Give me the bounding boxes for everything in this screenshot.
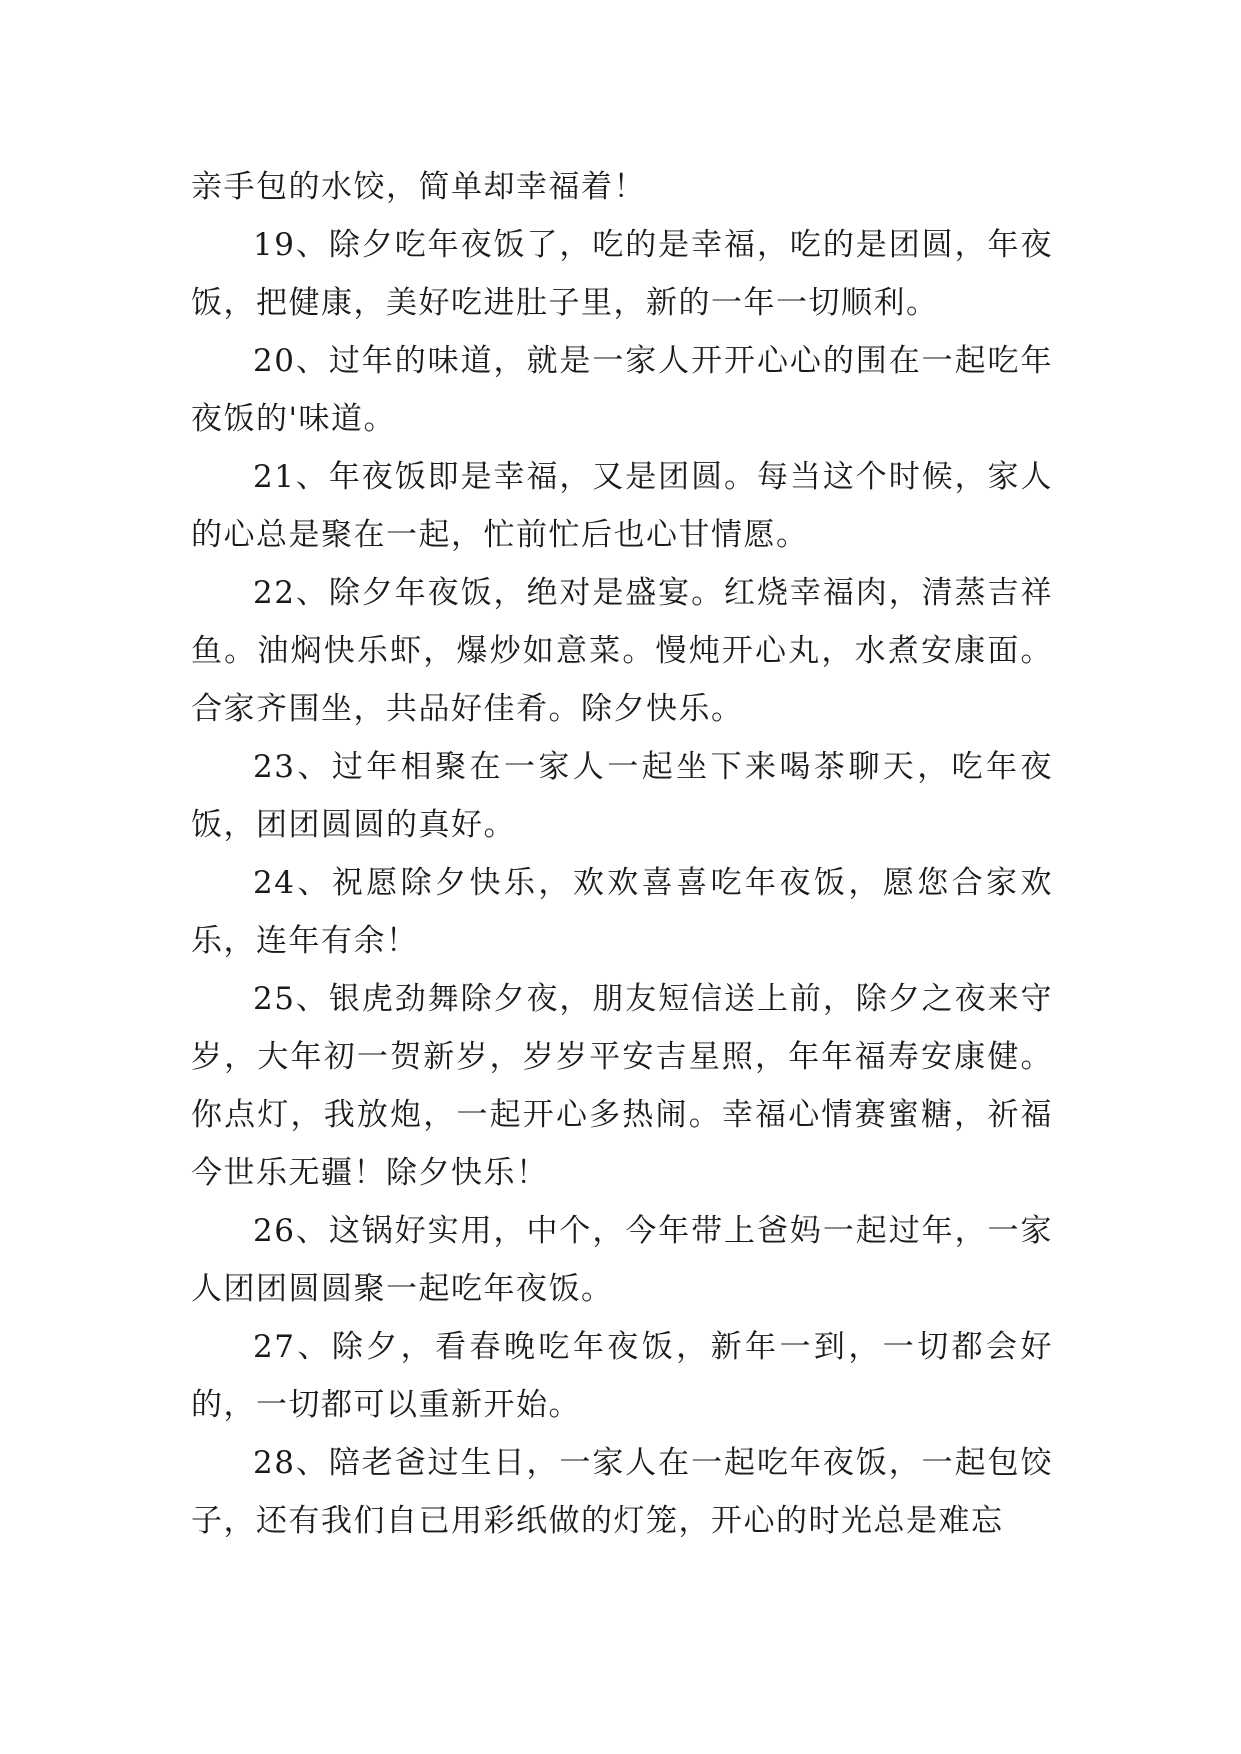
paragraph-item-24: 24、祝愿除夕快乐，欢欢喜喜吃年夜饭，愿您合家欢乐，连年有余！ bbox=[191, 865, 1053, 959]
paragraph-item-26: 26、这锅好实用，中个，今年带上爸妈一起过年，一家人团团圆圆聚一起吃年夜饭。 bbox=[191, 1213, 1053, 1307]
paragraph-item-23: 23、过年相聚在一家人一起坐下来喝茶聊天，吃年夜饭，团团圆圆的真好。 bbox=[191, 749, 1053, 843]
paragraph-item-27: 27、除夕，看春晚吃年夜饭，新年一到，一切都会好的，一切都可以重新开始。 bbox=[191, 1329, 1053, 1423]
paragraph-item-22: 22、除夕年夜饭，绝对是盛宴。红烧幸福肉，清蒸吉祥鱼。油焖快乐虾，爆炒如意菜。慢炖开心丸，水煮安康面。合家齐围坐，共品好佳肴。除夕快乐。 bbox=[191, 575, 1053, 727]
paragraph-item-21: 21、年夜饭即是幸福，又是团圆。每当这个时候，家人的心总是聚在一起，忙前忙后也心甘情愿。 bbox=[191, 459, 1053, 553]
paragraph-item-25: 25、银虎劲舞除夕夜，朋友短信送上前，除夕之夜来守岁，大年初一贺新岁，岁岁平安吉星照，年年福寿安康健。你点灯，我放炮，一起开心多热闹。幸福心情赛蜜糖，祈福今世乐无疆！除夕快乐！ bbox=[191, 981, 1053, 1191]
paragraph-item-28: 28、陪老爸过生日，一家人在一起吃年夜饭，一起包饺子，还有我们自已用彩纸做的灯笼，开心的时光总是难忘 bbox=[191, 1445, 1053, 1539]
paragraph-item-20: 20、过年的味道，就是一家人开开心心的围在一起吃年夜饭的'味道。 bbox=[191, 343, 1053, 437]
document-body bbox=[191, 158, 1053, 1550]
paragraph-item-19: 19、除夕吃年夜饭了，吃的是幸福，吃的是团圆，年夜饭，把健康，美好吃进肚子里，新的一年一切顺利。 bbox=[191, 227, 1053, 321]
paragraph-continuation: 亲手包的水饺，简单却幸福着！ bbox=[191, 169, 646, 205]
